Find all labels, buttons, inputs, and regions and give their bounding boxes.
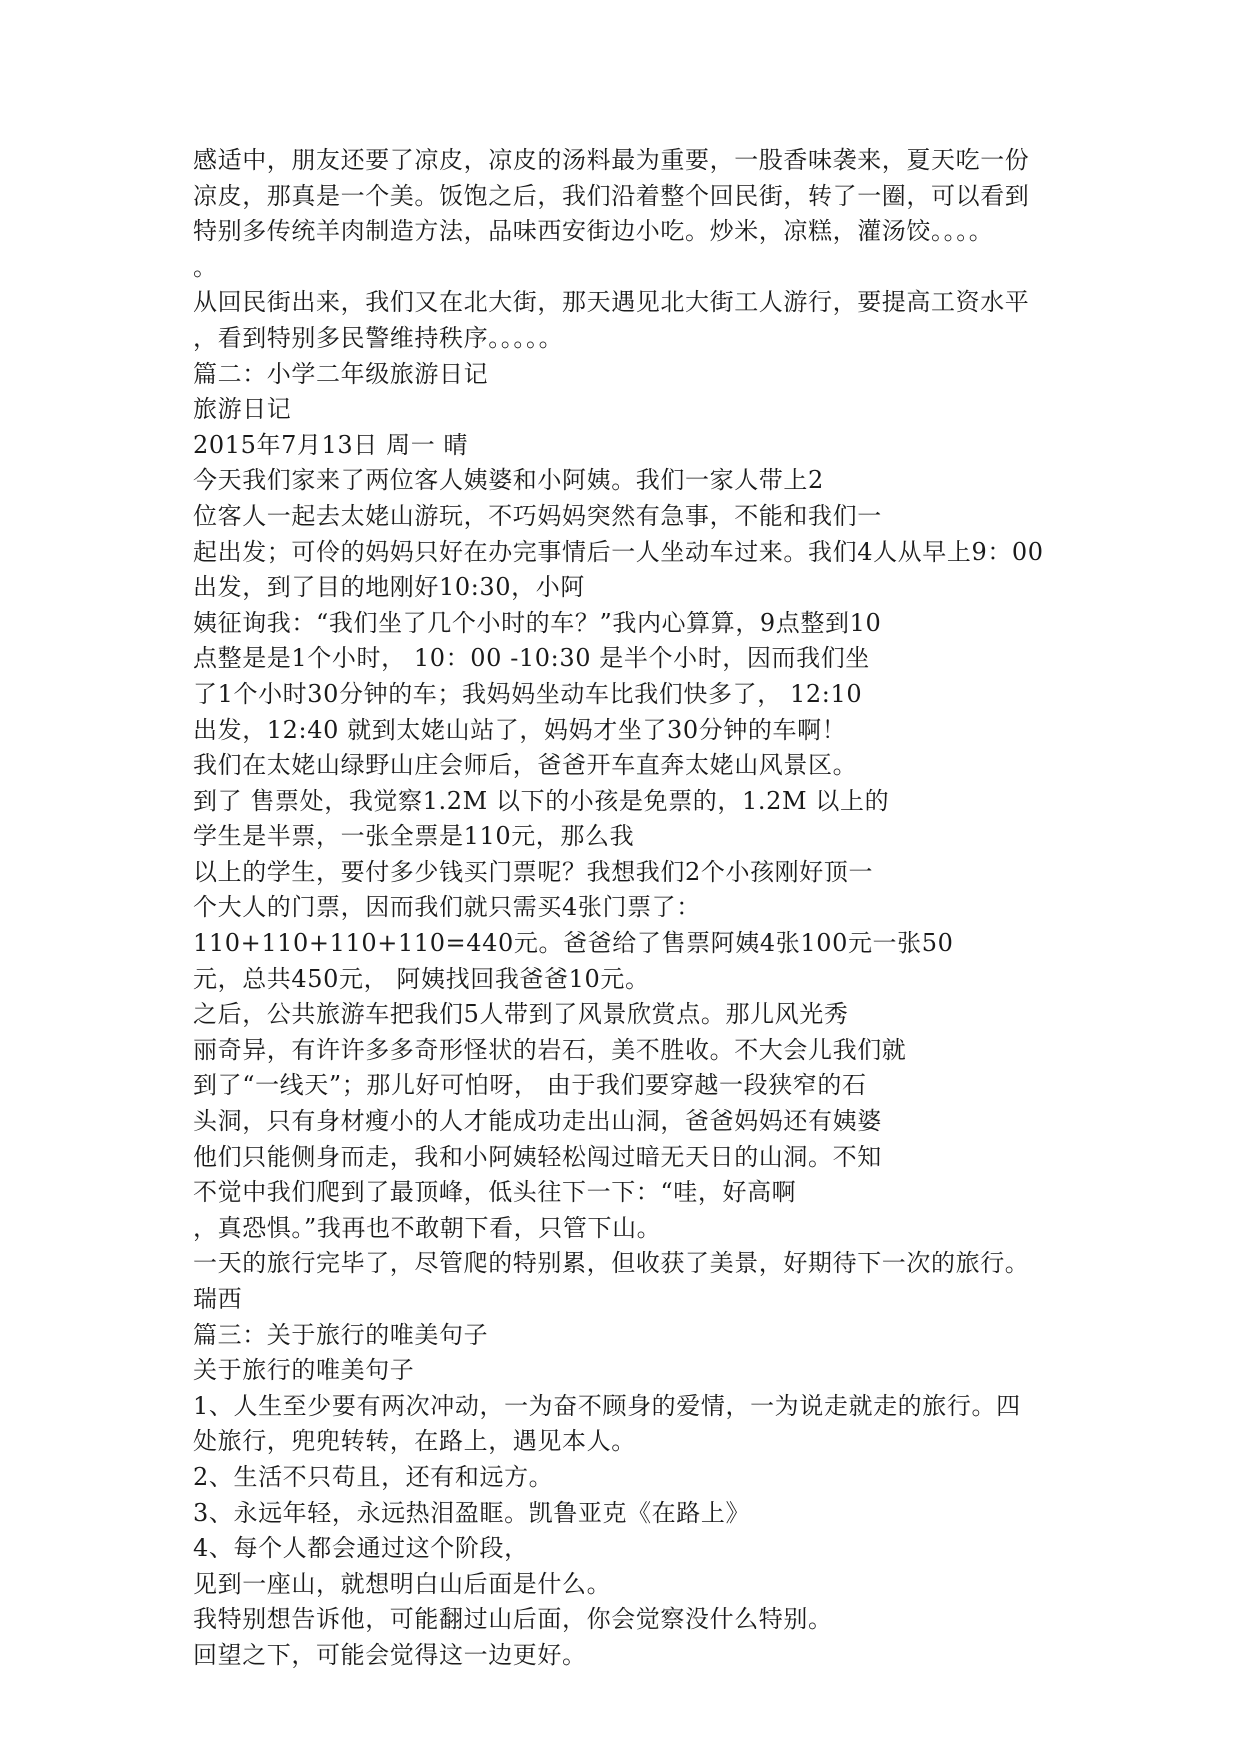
text-line: 回望之下，可能会觉得这一边更好。 xyxy=(193,1640,587,1669)
text-line: 110+110+110+110=440元。爸爸给了售票阿姨4张100元一张50 xyxy=(193,929,954,958)
text-line: 丽奇异，有许许多多奇形怪状的岩石，美不胜收。不大会儿我们就 xyxy=(193,1035,907,1064)
text-line: 从回民街出来，我们又在北大街，那天遇见北大街工人游行，要提高工资水平 xyxy=(193,288,1030,317)
text-line: 出发，到了目的地刚好10:30，小阿 xyxy=(193,573,585,602)
text-line: 我们在太姥山绿野山庄会师后，爸爸开车直奔太姥山风景区。 xyxy=(193,751,858,780)
text-line: 起出发；可伶的妈妈只好在办完事情后一人坐动车过来。我们4人从早上9：00 xyxy=(193,537,1044,566)
text-line: 3、永远年轻，永远热泪盈眶。凯鲁亚克《在路上》 xyxy=(193,1498,751,1527)
text-line: 头洞，只有身材瘦小的人才能成功走出山洞，爸爸妈妈还有姨婆 xyxy=(193,1107,882,1136)
text-line: 关于旅行的唯美句子 xyxy=(193,1356,415,1385)
text-line: 出发，12:40 就到太姥山站了，妈妈才坐了30分钟的车啊！ xyxy=(193,715,847,744)
document-body xyxy=(193,143,1053,1674)
text-line: 篇二：小学二年级旅游日记 xyxy=(193,359,489,388)
text-line: 。 xyxy=(193,252,218,281)
text-line: 一天的旅行完毕了，尽管爬的特别累，但收获了美景，好期待下一次的旅行。 xyxy=(193,1249,1030,1278)
text-line: 感适中，朋友还要了凉皮，凉皮的汤料最为重要，一股香味袭来，夏天吃一份 xyxy=(193,146,1030,174)
text-line: 位客人一起去太姥山游玩，不巧妈妈突然有急事，不能和我们一 xyxy=(193,501,882,530)
text-line: 2015年7月13日 周一 晴 xyxy=(193,430,469,459)
text-line: 2、生活不只苟且，还有和远方。 xyxy=(193,1462,554,1491)
text-line: ，真恐惧。”我再也不敢朝下看，只管下山。 xyxy=(193,1213,662,1242)
text-line: 姨征询我：“我们坐了几个小时的车？”我内心算算，9点整到10 xyxy=(193,608,882,637)
text-line: 元，总共450元， 阿姨找回我爸爸10元。 xyxy=(193,964,650,993)
text-line: 处旅行，兜兜转转，在路上，遇见本人。 xyxy=(193,1427,636,1456)
text-line: 特别多传统羊肉制造方法，品味西安街边小吃。炒米，凉糕，灌汤饺。。。。 xyxy=(193,217,994,246)
text-line: 学生是半票，一张全票是110元，那么我 xyxy=(193,822,635,851)
text-line: 4、每个人都会通过这个阶段， xyxy=(193,1534,529,1563)
text-line: 到了“一线天”；那儿好可怕呀， 由于我们要穿越一段狭窄的石 xyxy=(193,1071,867,1100)
text-line: 我特别想告诉他，可能翻过山后面，你会觉察没什么特别。 xyxy=(193,1605,833,1634)
text-line: ，看到特别多民警维持秩序。。。。。 xyxy=(193,323,564,352)
text-line: 1、人生至少要有两次冲动，一为奋不顾身的爱情，一为说走就走的旅行。四 xyxy=(193,1391,1021,1420)
text-line: 个大人的门票，因而我们就只需买4张门票了： xyxy=(193,893,701,922)
text-line: 见到一座山，就想明白山后面是什么。 xyxy=(193,1569,612,1598)
text-line: 篇三：关于旅行的唯美句子 xyxy=(193,1320,489,1349)
text-line: 今天我们家来了两位客人姨婆和小阿姨。我们一家人带上2 xyxy=(193,466,824,495)
text-line: 之后，公共旅游车把我们5人带到了风景欣赏点。那儿风光秀 xyxy=(193,1000,849,1029)
text-line: 他们只能侧身而走，我和小阿姨轻松闯过暗无天日的山洞。不知 xyxy=(193,1142,882,1171)
text-line: 不觉中我们爬到了最顶峰，低头往下一下：“哇，好高啊 xyxy=(193,1178,797,1207)
text-line: 凉皮，那真是一个美。饭饱之后，我们沿着整个回民街，转了一圈，可以看到 xyxy=(193,181,1030,210)
text-line: 瑞西 xyxy=(193,1285,243,1313)
text-line: 点整是是1个小时， 10：00 -10:30 是半个小时，因而我们坐 xyxy=(193,644,870,673)
text-line: 到了 售票处，我觉察1.2M 以下的小孩是免票的，1.2M 以上的 xyxy=(193,786,890,815)
text-line: 旅游日记 xyxy=(193,395,292,424)
text-line: 以上的学生，要付多少钱买门票呢？我想我们2个小孩刚好顶一 xyxy=(193,857,874,886)
text-line: 了1个小时30分钟的车；我妈妈坐动车比我们快多了， 12:10 xyxy=(193,679,863,708)
